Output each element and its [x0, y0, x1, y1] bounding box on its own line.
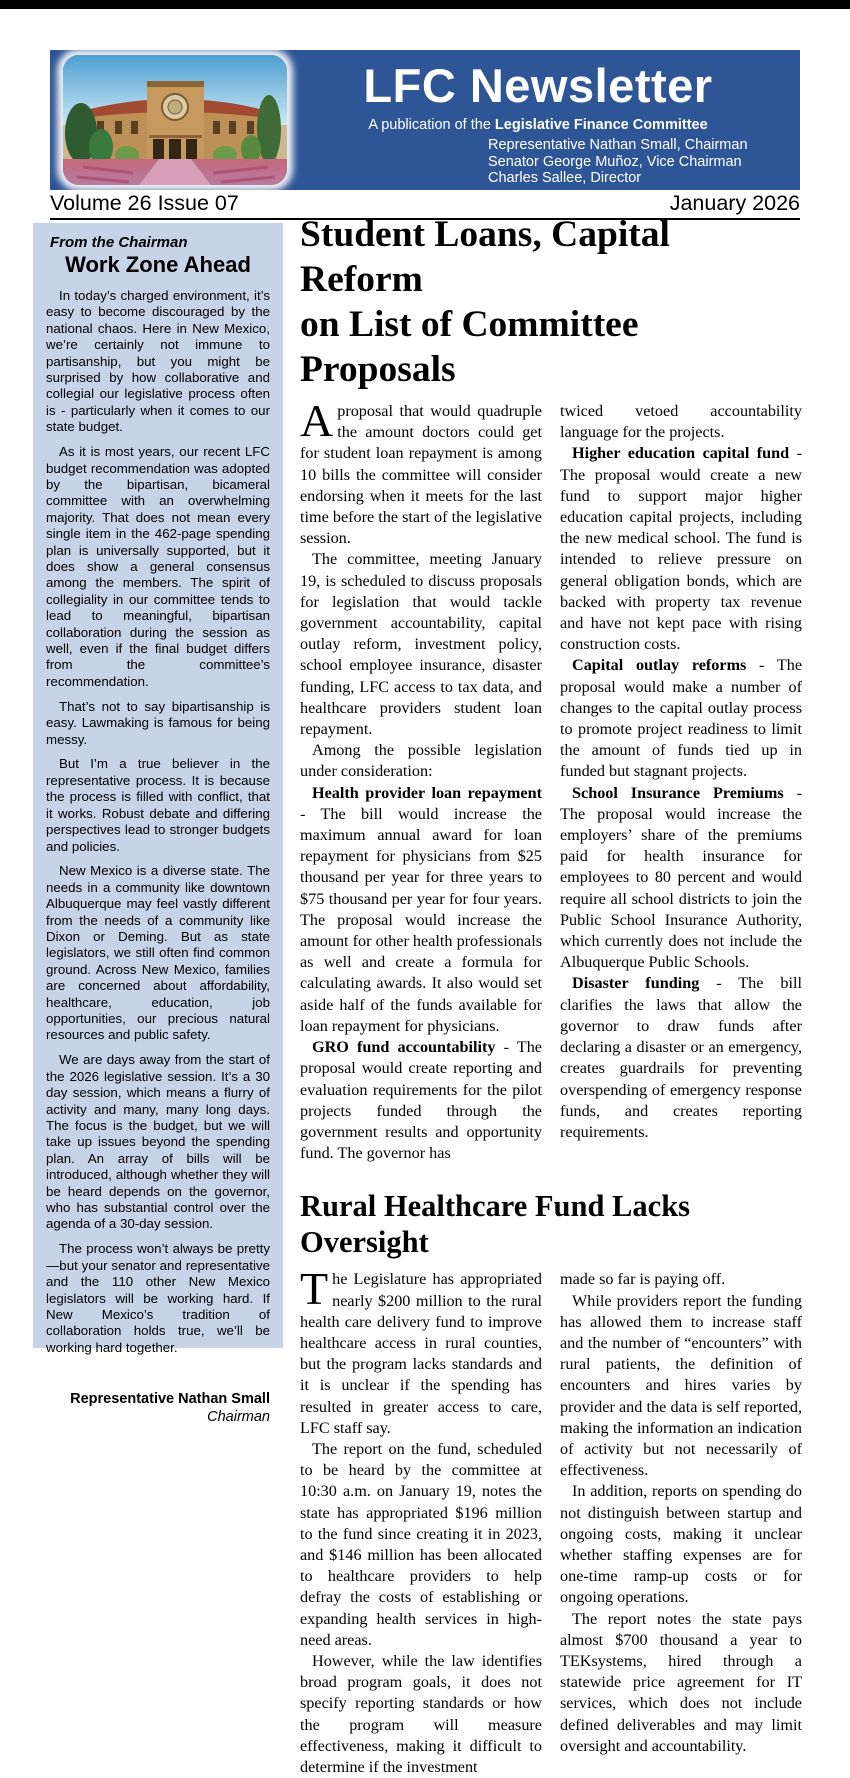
- capitol-building-image: [63, 55, 287, 185]
- paragraph: made so far is paying off.: [560, 1270, 726, 1289]
- paragraph: As it is most years, our recent LFC budget recommendation was adopted by the bipartisan, bicameral committee with an overwhelming majority. That does not mean every single item in the 462-page spending plan is universally supported, but it does show a general consensus among the members. The spirit of collegiality in our committee tends to lead to meaningful, bipartisan collaboration during the session as well, even if the final budget differs from the committee’s recommendation.: [46, 444, 270, 689]
- paragraph: In addition, reports on spending do not distinguish between startup and ongoing costs, making it unclear whether staffing expenses are for one-time ramp-up costs or for ongoing operations.: [560, 1482, 802, 1607]
- paragraph-lead: Capital outlay reforms: [572, 656, 747, 675]
- sidebar-title: Work Zone Ahead: [65, 252, 251, 277]
- article2-column-left: [300, 1263, 542, 1778]
- paragraph: But I’m a true believer in the representative process. It is because the process is filled with conflict, that it works. Robust debate and differing perspectives lead to stronger budgets and policies.: [46, 756, 270, 854]
- paragraph: While providers report the funding has allowed them to increase staff and the number of “encounters” with rural patients, the definition of encounters and hires varies by provider and the data is self reported, making the information an indication of activity but not necessarily of effectiveness.: [560, 1291, 802, 1480]
- paragraph-lead: Higher education capital fund: [572, 444, 790, 463]
- signature-block: [46, 1390, 270, 1426]
- subtitle-committee-name: Legislative Finance Committee: [494, 117, 708, 133]
- issue-date: January 2026: [669, 191, 800, 215]
- paragraph: Higher education capital fund - The proposal would create a new fund to support major higher education capital projects, including the new medical school. The fund is intended to relieve pressure on general obligation bonds, which are backed with property tax revenue and have not kept pace with rising construction costs.: [560, 444, 803, 654]
- drop-cap: T: [300, 1263, 329, 1315]
- volume-issue: Volume 26 Issue 07: [50, 191, 239, 215]
- capitol-building-illustration: [63, 55, 287, 185]
- paragraph: The committee, meeting January 19, is scheduled to discuss proposals for legislation that would tackle government accountability, capital outlay reform, investment policy, school employee insurance, disaster funding, LFC access to tax data, and healthcare providers student loan repayment.: [300, 550, 542, 739]
- official-director: Charles Sallee, Director: [488, 170, 642, 186]
- paragraph: New Mexico is a diverse state. The needs in a community like downtown Albuquerque may feel vastly different from the needs of a community like Dixon or Deming. But as state legislators, we still often find common ground. Across New Mexico, families are concerned about affordability, healthcare, education, job opportunities, our precious natural resources and public safety.: [46, 863, 270, 1043]
- sidebar-kicker: From the Chairman: [50, 234, 188, 251]
- signature-title: Chairman: [207, 1409, 270, 1426]
- paragraph-lead: Health provider loan repayment: [312, 783, 542, 802]
- article2-headline: Rural Healthcare Fund Lacks Oversight: [300, 1189, 691, 1260]
- subtitle-prefix: A publication of the: [368, 117, 495, 133]
- article1-headline-line2: on List of Committee Proposals: [300, 304, 639, 390]
- paragraph-lead: GRO fund accountability: [312, 1038, 496, 1057]
- paragraph: The report notes the state pays almost $700 thousand a year to TEKsystems, hired through a statewide price agreement for IT services, which does not include defined deliverables and may limit oversight and accountability.: [560, 1609, 802, 1755]
- sidebar-body: [46, 288, 270, 1356]
- paragraph: However, while the law identifies broad program goals, it does not specify reporting standards or how the program will measure effectiveness, making it difficult to determine if the investment: [300, 1651, 542, 1776]
- paragraph: The process won’t always be pretty—but your senator and representative and the 110 other New Mexico legislators will be working hard. If New Mexico’s tradition of collaboration holds true, we’ll be working hard together.: [46, 1241, 270, 1355]
- paragraph: Aproposal that would quadruple the amount doctors could get for student loan repayment is among 10 bills the committee will consider endorsing when it meets for the last time before the start of the legislative session.: [300, 395, 542, 548]
- article1-headline: [300, 212, 802, 392]
- paragraph: That’s not to say bipartisanship is easy. Lawmaking is famous for being messy.: [46, 698, 270, 747]
- top-rule: [0, 0, 850, 9]
- paragraph: The report on the fund, scheduled to be heard by the committee at 10:30 a.m. on January 19, notes the state has appropriated $196 million to the fund since creating it in 2023, and $146 million has been allocated to healthcare providers to help defray the costs of establishing or expanding health services in high-need areas.: [300, 1439, 542, 1649]
- paragraph: Health provider loan repayment - The bill would increase the maximum annual award for loan repayment for physicians from $25 thousand per year for three years to $75 thousand per year for four years. The proposal would increase the amount for other health professionals as well and create a formula for calculating awards. It also would set aside half of the funds available for loan repayment for physicians.: [300, 783, 542, 1035]
- paragraph: Capital outlay reforms - The proposal would make a number of changes to the capital outlay process to promote project readiness to limit the amount of funds tied up in funded but stagnant projects.: [560, 656, 803, 781]
- banner-title-block: [288, 60, 788, 133]
- paragraph: In today’s charged environment, it’s easy to become discouraged by the national chaos. Here in New Mexico, we’re certainly not immune to partisanship, but you might be surprised by how collaborative and collegial our legislative process often is - particularly when it comes to our state budget.: [46, 288, 270, 435]
- chairman-column: [33, 223, 283, 1426]
- newsletter-banner: [50, 50, 800, 190]
- official-chairman: Representative Nathan Small, Chairman: [488, 137, 748, 153]
- article1-body: [300, 395, 803, 1164]
- article1-column-right: [560, 401, 802, 1164]
- paragraph: The Legislature has appropriated nearly $200 million to the rural health care delivery fund to improve healthcare access in rural counties, but the program lacks standards and it is unclear if the spending has resulted in greater access to care, LFC staff say.: [300, 1263, 542, 1437]
- article1-headline-line1: Student Loans, Capital Reform: [300, 214, 670, 300]
- signature-name: Representative Nathan Small: [70, 1391, 270, 1408]
- official-vice-chairman: Senator George Muñoz, Vice Chairman: [488, 153, 742, 170]
- newsletter-title: LFC Newsletter: [363, 59, 713, 112]
- paragraph-lead: Disaster funding: [572, 974, 700, 993]
- paragraph: Disaster funding - The bill clarifies the laws that allow the governor to draw funds after declaring a disaster or an emergency, creates guardrails for preventing overspending of emergency response funds, and creates reporting requirements.: [560, 974, 802, 1141]
- main-content: [300, 212, 802, 1778]
- officials-list: [488, 137, 748, 187]
- drop-cap: A: [300, 395, 334, 446]
- paragraph: twiced vetoed accountability language for the projects.: [560, 402, 802, 442]
- paragraph-lead: School Insurance Premiums: [572, 783, 784, 802]
- paragraph: GRO fund accountability - The proposal would create reporting and evaluation requirements for the pilot projects funded through the government results and opportunity fund. The governor has: [300, 1038, 542, 1163]
- article2-column-right: [560, 1269, 802, 1778]
- article2-body: [300, 1263, 802, 1778]
- article1-column-left: [300, 395, 542, 1164]
- paragraph: Among the possible legislation under consideration:: [300, 741, 542, 781]
- paragraph: We are days away from the start of the 2026 legislative session. It’s a 30 day session, which means a flurry of activity and many, many long days. The focus is the budget, but we will take up issues beyond the spending plan. An array of bills will be introduced, although whether they will be heard depends on the governor, who has substantial control over the agenda of a 30-day session.: [46, 1052, 270, 1232]
- paragraph: School Insurance Premiums - The proposal would increase the employers’ share of the premiums paid for health insurance for employees to 80 percent and would require all school districts to join the Public School Insurance Authority, which currently does not include the Albuquerque Public Schools.: [560, 783, 802, 972]
- banner-subtitle: [288, 117, 788, 133]
